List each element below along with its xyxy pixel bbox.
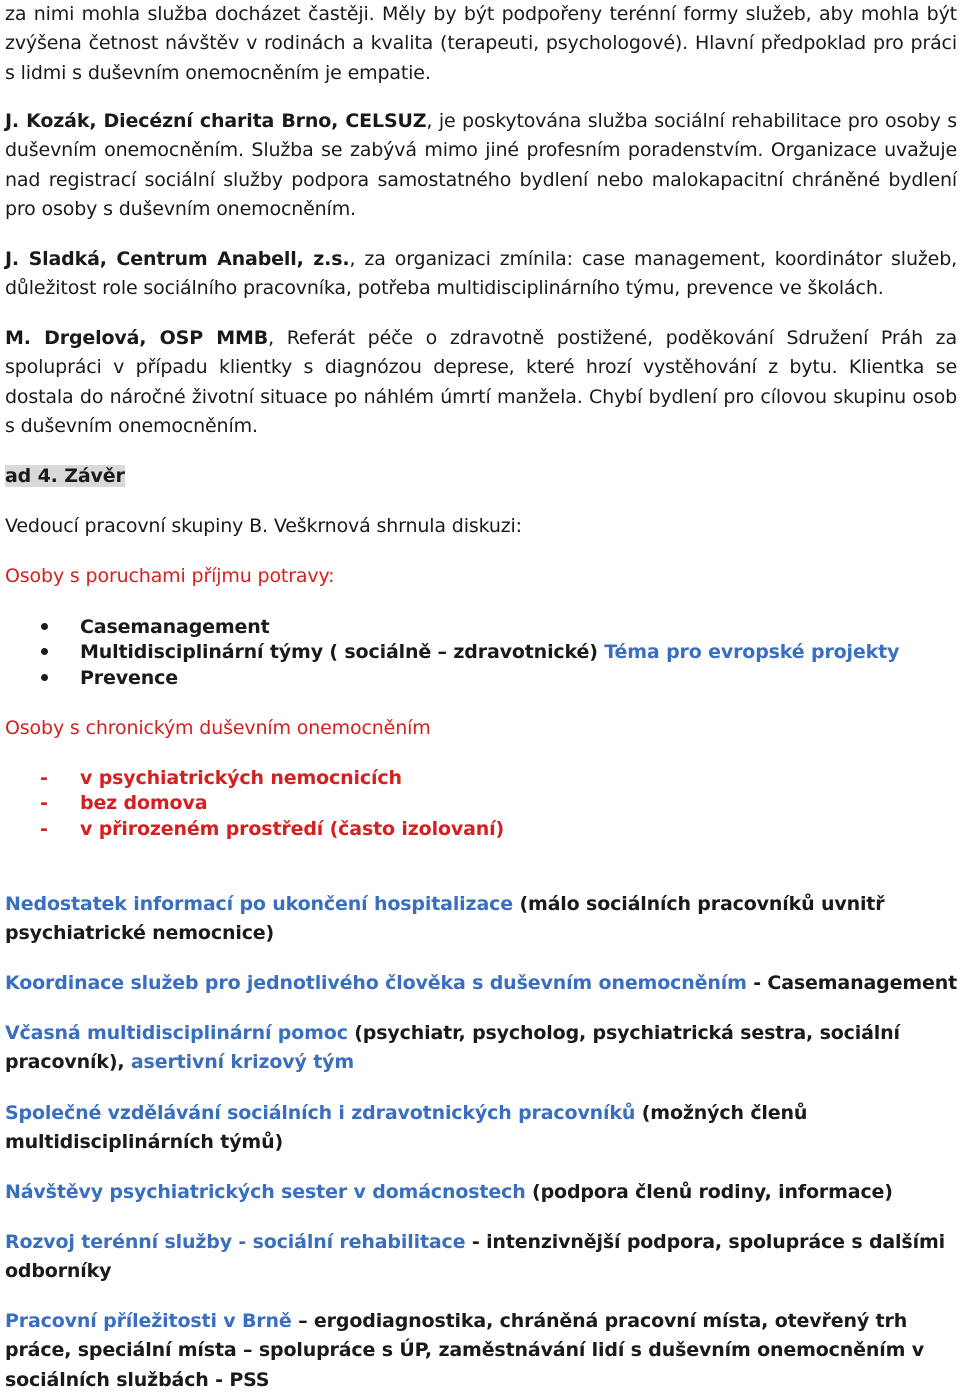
conclusion-item: Společné vzdělávání sociálních i zdravotnických pracovníků (možných členů multidisciplinárních týmů) <box>5 1102 808 1154</box>
speaker-name: J. Sladká, Centrum Anabell, z.s. <box>5 248 350 270</box>
conclusion-item: Pracovní příležitosti v Brně – ergodiagnostika, chráněná pracovní místa, otevřený trh práce, speciální místa – spolupráce s ÚP, zaměstnávání lidí s duševním onemocněním v sociálních službách - PSS <box>5 1310 924 1391</box>
section-heading: ad 4. Závěr <box>5 465 125 487</box>
bullet-icon <box>5 639 65 665</box>
conclusion-item: Rozvoj terénní služby - sociální rehabilitace - intenzivnější podpora, spolupráce s dalšími odborníky <box>5 1231 945 1283</box>
group-heading-chronic: Osoby s chronickým duševním onemocněním <box>5 717 431 739</box>
paragraph-kozak: J. Kozák, Diecézní charita Brno, CELSUZ, je poskytována služba sociální rehabilitace pro osoby s duševním onemocněním. Služba se zabývá mimo jiné profesním poradenstvím. Organizace uvažuje nad registrací sociální služby podpora samostatného bydlení nebo malokapacitní chráněné bydlení pro osoby s duševním onemocněním. <box>5 110 957 221</box>
bullet-icon <box>5 614 65 640</box>
speaker-name: J. Kozák, Diecézní charita Brno, CELSUZ <box>5 110 427 132</box>
paragraph-drgelova: M. Drgelová, OSP MMB, Referát péče o zdravotně postižené, poděkování Sdružení Práh za spolupráci v případu klientky s diagnózou deprese, které hrozí vystěhování z bytu. Klientka se dostala do náročné životní situace po náhlém úmrtí manžela. Chybí bydlení pro cílovou skupinu osob s duševním onemocněním. <box>5 327 957 438</box>
summary-intro: Vedoucí pracovní skupiny B. Veškrnová shrnula diskuzi: <box>5 515 522 537</box>
speaker-name: M. Drgelová, OSP MMB <box>5 327 269 349</box>
conclusion-item: Návštěvy psychiatrických sester v domácnostech (podpora členů rodiny, informace) <box>5 1181 893 1203</box>
group-heading-eating-disorders: Osoby s poruchami příjmu potravy: <box>5 565 335 587</box>
bullet-icon <box>5 665 65 691</box>
conclusion-item: Koordinace služeb pro jednotlivého člověka s duševním onemocněním - Casemanagement <box>5 972 958 994</box>
document-page: za nimi mohla služba docházet častěji. Měly by být podpořeny terénní formy služeb, aby mohla být zvýšena četnost návštěv v rodinách a kvalita (terapeuti, psychologové). Hlavní předpoklad pro práci s lidmi s duševním onemocněním je empatie. J. Kozák, Diecézní charita Brno, CELSUZ, je poskytována služba sociální rehabilitace pro osoby s duševním onemocněním. Služba se zabývá mimo jiné profesním poradenstvím. Organizace uvažuje nad registrací sociální služby podpora samostatného bydlení nebo malokapacitní chráněné bydlení pro osoby s duševním onemocněním. J. Sladká, Centrum Anabell, z.s., za organizaci zmínila: case management, koordinátor služeb, důležitost role sociálního pracovníka, potřeba multidisciplinárního týmu, prevence ve školách. M. Drgelová, OSP MMB, Referát péče o zdravotně postižené, poděkování Sdružení Práh za spolupráci v případu klientky s diagnózou deprese, které hrozí vystěhování z bytu. Klientka se dostala do náročné životní situace po náhlém úmrtí manžela. Chybí bydlení pro cílovou skupinu osob s duševním onemocněním. ad 4. Závěr Vedoucí pracovní skupiny B. Veškrnová shrnula diskuzi: Osoby s poruchami příjmu potravy: Casemanagement Multidisciplinární týmy ( sociálně – zdravotnické) Téma pro evropské projekty Prevence Osoby s chronickým duševním onemocněním - v psychiatrických nemocnicích - bez domova - v přirozeném prostředí (často izolovaní) Nedostatek informací po ukončení hospitalizace (málo sociálních pracovníků uvnitř psychiatrické nemocnice) Koordinace služeb pro jednotlivého člověka s duševním onemocněním - Casemanagement Včasná multidisciplinární pomoc (psychiatr, psycholog, psychiatrická sestra, sociální pracovník), asertivní krizový tým Společné vzdělávání sociálních i zdravotnických pracovníků (možných členů multidisciplinárních týmů) Návštěvy psychiatrických sester v domácnostech (podpora členů rodiny, informace) Rozvoj terénní služby - sociální rehabilitace - intenzivnější podpora, spolupráce s dalšími odborníky Pracovní příležitosti v Brně – ergodiagnostika, chráněná pracovní místa, otevřený trh práce, speciální místa – spolupráce s ÚP, zaměstnávání lidí s duševním onemocněním v sociálních službách - PSS <box>0 0 960 1391</box>
paragraph-sladka: J. Sladká, Centrum Anabell, z.s., za organizaci zmínila: case management, koordinátor služeb, důležitost role sociálního pracovníka, potřeba multidisciplinárního týmu, prevence ve školách. <box>5 248 957 300</box>
paragraph-intro: za nimi mohla služba docházet častěji. Měly by být podpořeny terénní formy služeb, aby mohla být zvýšena četnost návštěv v rodinách a kvalita (terapeuti, psychologové). Hlavní předpoklad pro práci s lidmi s duševním onemocněním je empatie. <box>5 3 957 84</box>
conclusion-item: Nedostatek informací po ukončení hospitalizace (málo sociálních pracovníků uvnitř psychiatrické nemocnice) <box>5 893 885 945</box>
conclusion-item: Včasná multidisciplinární pomoc (psychiatr, psycholog, psychiatrická sestra, sociální pracovník), asertivní krizový tým <box>5 1022 900 1074</box>
